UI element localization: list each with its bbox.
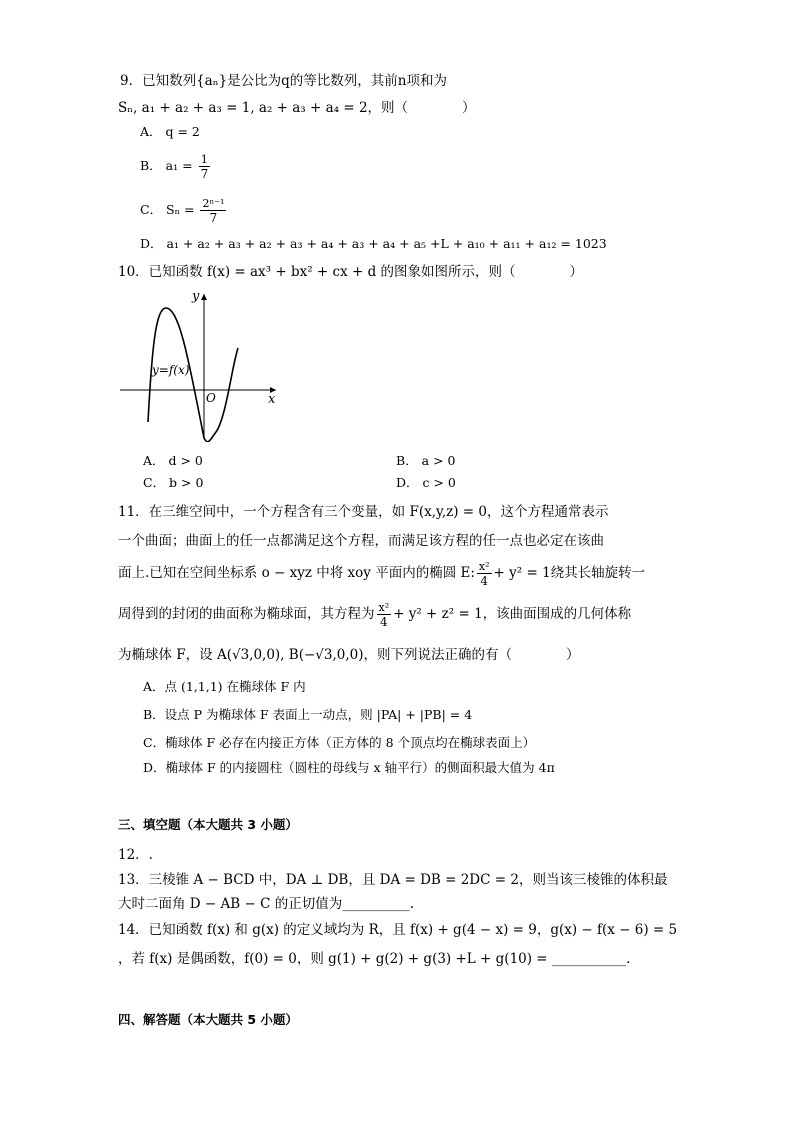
q10-option-c: C． b > 0 bbox=[143, 475, 204, 490]
q9-stem-line1: 9．已知数列{aₙ}是公比为q的等比数列，其前n项和为 bbox=[120, 73, 447, 89]
q10-stem: 10．已知函数 f(x) = ax³ + bx² + cx + d 的图象如图所示，则（ ） bbox=[118, 264, 584, 280]
q11-line3-numerator: x² bbox=[478, 559, 490, 573]
q11-stem-line3 bbox=[118, 556, 645, 590]
q11-option-b: B．设点 P 为椭球体 F 表面上一动点，则 |PA| + |PB| = 4 bbox=[143, 707, 473, 722]
q11-line3-fraction bbox=[477, 560, 492, 588]
section-4-heading: 四、解答题（本大题共 5 小题） bbox=[118, 1012, 298, 1027]
q9-option-b bbox=[140, 150, 212, 182]
origin-label: O bbox=[206, 391, 216, 405]
q10-function-graph bbox=[118, 286, 282, 442]
q11-line3-text: 面上.已知在空间坐标系 o − xyz 中将 xoy 平面内的椭圆 E: bbox=[118, 565, 475, 581]
q9-option-c-denominator: 7 bbox=[200, 210, 226, 225]
q9-stem-line2: Sₙ, a₁ + a₂ + a₃ = 1, a₂ + a₃ + a₄ = 2，则（ ） bbox=[118, 100, 476, 116]
q11-line4-text: 周得到的封闭的曲面称为椭球面，其方程为 bbox=[118, 606, 375, 622]
q11-stem-line2: 一个曲面；曲面上的任一点都满足这个方程，而满足该方程的任一点也必定在该曲 bbox=[118, 533, 604, 549]
q14-stem-line2: ，若 f(x) 是偶函数，f(0) = 0，则 g(1) + g(2) + g(3) +L + g(10) = ___________. bbox=[118, 951, 631, 967]
q14-stem-line1: 14．已知函数 f(x) 和 g(x) 的定义域均为 R，且 f(x) + g(4 − x) = 9，g(x) − f(x − 6) = 5 bbox=[118, 922, 678, 938]
q11-stem-line1: 11．在三维空间中，一个方程含有三个变量，如 F(x,y,z) = 0，这个方程通常表示 bbox=[118, 504, 609, 520]
q9-option-b-numerator: 1 bbox=[200, 152, 208, 166]
q11-stem-line5: 为椭球体 F，设 A(√3,0,0), B(−√3,0,0)，则下列说法正确的有（ ） bbox=[118, 647, 580, 663]
x-axis-label: x bbox=[268, 392, 276, 407]
q11-option-a: A．点 (1,1,1) 在椭球体 F 内 bbox=[143, 679, 306, 694]
q10-option-b: B． a > 0 bbox=[396, 453, 456, 468]
q11-option-d: D．椭球体 F 的内接圆柱（圆柱的母线与 x 轴平行）的侧面积最大值为 4π bbox=[143, 760, 555, 775]
q10-option-a: A． d > 0 bbox=[143, 453, 203, 468]
q11-line4-numerator: x² bbox=[378, 600, 390, 614]
q9-option-c-numerator: 2ⁿ⁻¹ bbox=[202, 196, 225, 210]
q9-option-c-fraction bbox=[200, 197, 226, 225]
q11-line3-denominator: 4 bbox=[477, 573, 492, 588]
q11-stem-line4 bbox=[118, 597, 631, 631]
q9-option-b-label: B． a₁ = bbox=[140, 158, 193, 173]
q11-line4-suffix: + y² + z² = 1，该曲面围成的几何体称 bbox=[393, 606, 632, 622]
q11-line4-fraction bbox=[377, 601, 392, 629]
section-3-heading: 三、填空题（本大题共 3 小题） bbox=[118, 817, 298, 832]
q10-option-d: D． c > 0 bbox=[396, 475, 456, 490]
q13-stem-line2: 大时二面角 D − AB − C 的正切值为__________. bbox=[118, 896, 414, 912]
q11-option-c: C．椭球体 F 必存在内接正方体（正方体的 8 个顶点均在椭球表面上） bbox=[143, 735, 536, 750]
q11-line4-denominator: 4 bbox=[377, 614, 392, 629]
q13-stem-line1: 13．三棱锥 A − BCD 中，DA ⊥ DB，且 DA = DB = 2DC = 2，则当该三棱锥的体积最 bbox=[118, 872, 668, 888]
q11-line3-suffix: + y² = 1绕其长轴旋转一 bbox=[493, 565, 646, 581]
q9-option-b-denominator: 7 bbox=[200, 166, 209, 181]
q9-option-c-label: C． Sₙ = bbox=[140, 202, 195, 217]
curve-label: y=f(x) bbox=[152, 363, 190, 377]
q9-option-d: D． a₁ + a₂ + a₃ + a₂ + a₃ + a₄ + a₃ + a₄ + a₅ +L + a₁₀ + a₁₁ + a₁₂ = 1023 bbox=[140, 236, 607, 251]
q9-option-b-fraction bbox=[199, 153, 211, 181]
q9-option-a: A． q = 2 bbox=[140, 124, 200, 139]
q12-stem: 12．. bbox=[118, 847, 153, 863]
y-axis-label: y bbox=[192, 289, 200, 304]
q9-option-c bbox=[140, 194, 228, 226]
